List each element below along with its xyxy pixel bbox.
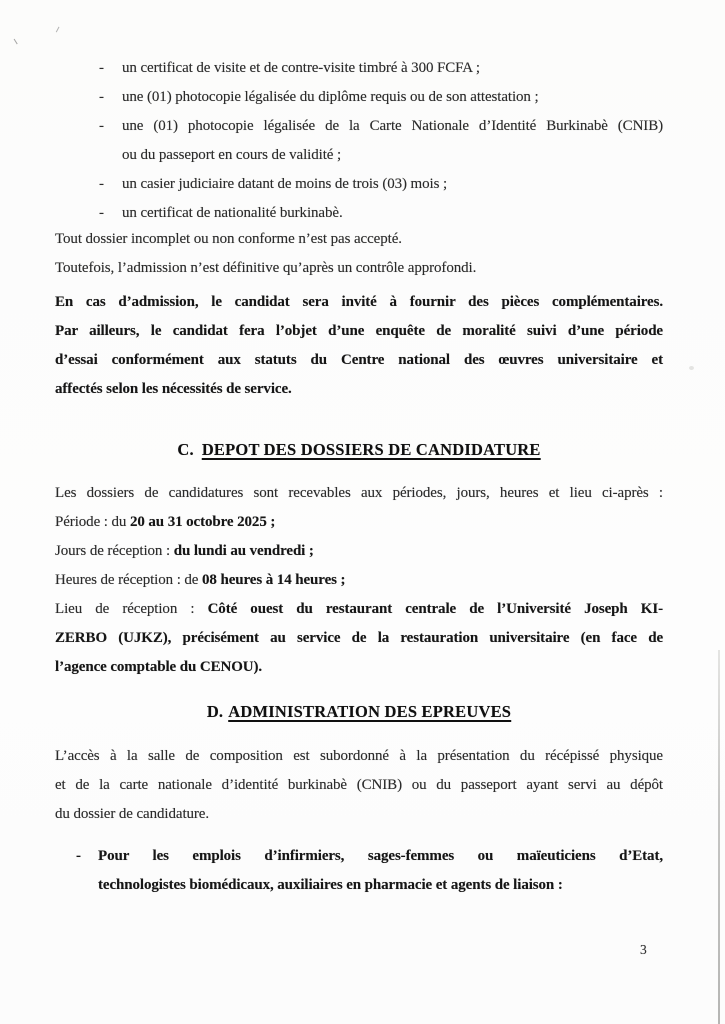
section-c-heading <box>55 435 663 464</box>
field-value: du lundi au vendredi ; <box>173 543 314 559</box>
field-value: Côté ouest du restaurant centrale de l’Université Joseph KI- <box>207 601 663 617</box>
bullet-line: technologistes biomédicaux, auxiliaires en pharmacie et agents de liaison : <box>98 877 563 893</box>
lieu-line: ZERBO (UJKZ), précisément au service de la restauration universitaire (en face de <box>55 630 663 646</box>
field-label: Lieu de réception : <box>55 601 195 617</box>
note-line: Tout dossier incomplet ou non conforme n’est pas accepté. <box>55 231 402 247</box>
lieu-line <box>55 595 663 624</box>
section-title: DEPOT DES DOSSIERS DE CANDIDATURE <box>201 440 541 459</box>
jours-line <box>55 537 663 566</box>
paragraph-line: Par ailleurs, le candidat fera l’objet d’une enquête de moralité suivi d’une période <box>55 323 663 339</box>
section-d-body <box>55 742 663 829</box>
heures-line <box>55 566 663 595</box>
paragraph-line: Les dossiers de candidatures sont recevables aux périodes, jours, heures et lieu ci-après : <box>55 485 663 501</box>
dash-bullet: - <box>99 60 104 76</box>
list-item-text: une (01) photocopie légalisée du diplôme requis ou de son attestation ; <box>122 89 539 105</box>
lieu-line: l’agence comptable du CENOU). <box>55 659 263 675</box>
field-value: 20 au 31 octobre 2025 ; <box>129 514 276 530</box>
paragraph-line: L’accès à la salle de composition est subordonné à la présentation du récépissé physique <box>55 748 663 764</box>
bullet-line: Pour les emplois d’infirmiers, sages-femmes ou maïeuticiens d’Etat, <box>98 848 663 864</box>
paragraph-line: et de la carte nationale d’identité burkinabè (CNIB) ou du passeport ayant servi au dépôt <box>55 777 663 793</box>
field-label: Jours de réception : <box>55 543 171 559</box>
list-item-text: ou du passeport en cours de validité ; <box>122 147 342 163</box>
scan-speck-artifact <box>689 366 694 370</box>
dossier-notes <box>55 225 663 283</box>
dash-bullet: - <box>99 176 104 192</box>
admission-paragraph <box>55 288 663 404</box>
section-c-body <box>55 479 663 682</box>
paragraph-line: d’essai conformément aux statuts du Centre national des œuvres universitaire et <box>55 352 663 368</box>
section-label: C. <box>177 440 194 459</box>
note-line: Toutefois, l’admission n’est définitive qu’après un contrôle approfondi. <box>55 260 477 276</box>
section-title: ADMINISTRATION DES EPREUVES <box>228 702 512 721</box>
scan-speck-artifact <box>56 27 61 34</box>
field-value: 08 heures à 14 heures ; <box>202 572 346 588</box>
list-item <box>99 170 663 199</box>
list-item <box>99 199 663 228</box>
paragraph-line: du dossier de candidature. <box>55 806 210 822</box>
list-item-text: un certificat de nationalité burkinabè. <box>122 205 343 221</box>
dash-bullet: - <box>99 118 104 134</box>
list-item-text: une (01) photocopie légalisée de la Carte Nationale d’Identité Burkinabè (CNIB) <box>122 118 663 134</box>
section-d-heading <box>55 697 663 726</box>
list-item <box>99 54 663 83</box>
page-number: 3 <box>640 942 647 957</box>
field-label: Heures de réception : de <box>55 572 199 588</box>
field-label: Période : du <box>55 514 127 530</box>
paragraph-line: affectés selon les nécessités de service. <box>55 381 292 397</box>
scan-edge-line-artifact <box>718 650 720 1024</box>
list-item-text: un certificat de visite et de contre-visite timbré à 300 FCFA ; <box>122 60 480 76</box>
section-label: D. <box>206 702 224 721</box>
dash-bullet: - <box>76 848 81 864</box>
paragraph-line: En cas d’admission, le candidat sera invité à fournir des pièces complémentaires. <box>55 294 663 310</box>
scan-speck-artifact <box>14 38 20 45</box>
periode-line <box>55 508 663 537</box>
emplois-bullet <box>55 842 663 900</box>
list-item <box>99 112 663 170</box>
required-documents-list <box>55 54 663 228</box>
list-item-text: un casier judiciaire datant de moins de trois (03) mois ; <box>122 176 448 192</box>
dash-bullet: - <box>99 89 104 105</box>
dash-bullet: - <box>99 205 104 221</box>
list-item <box>99 83 663 112</box>
